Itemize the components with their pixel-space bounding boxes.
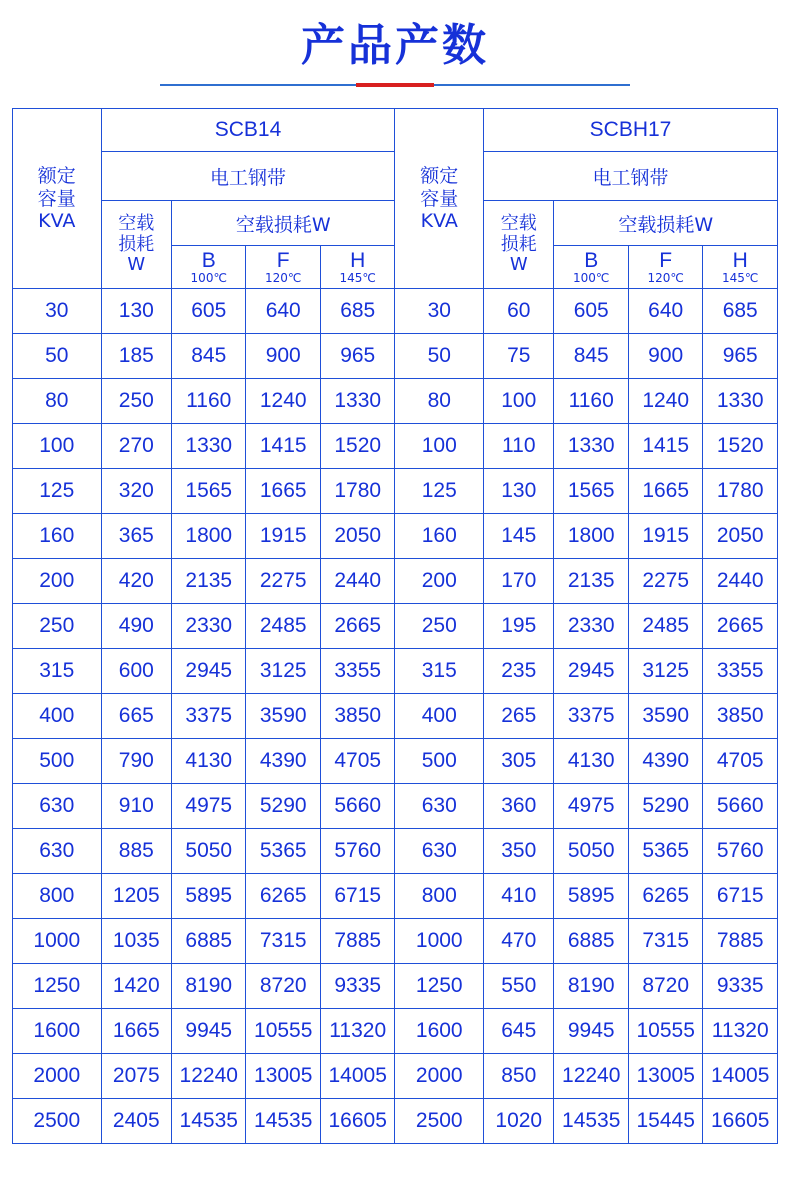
table-cell: 2275 xyxy=(246,559,320,604)
table-cell: 2440 xyxy=(320,559,395,604)
table-row xyxy=(13,1009,778,1054)
table-cell: 4705 xyxy=(320,739,395,784)
table-cell: 490 xyxy=(101,604,171,649)
table-cell: 900 xyxy=(246,334,320,379)
table-cell: 80 xyxy=(395,379,484,424)
table-cell: 315 xyxy=(13,649,102,694)
table-cell: 1000 xyxy=(395,919,484,964)
table-cell: 550 xyxy=(484,964,554,1009)
table-cell: 630 xyxy=(13,829,102,874)
table-cell: 1665 xyxy=(628,469,702,514)
header-noload-r-line3: W xyxy=(509,254,528,276)
table-cell: 400 xyxy=(13,694,102,739)
table-cell: 630 xyxy=(395,784,484,829)
table-cell: 1250 xyxy=(13,964,102,1009)
table-cell: 1330 xyxy=(554,424,628,469)
table-cell: 630 xyxy=(13,784,102,829)
table-cell: 1250 xyxy=(395,964,484,1009)
header-steel-right: 电工钢带 xyxy=(484,152,778,201)
table-cell: 320 xyxy=(101,469,171,514)
header-noload-r-line2: 损耗 xyxy=(500,233,537,255)
table-cell: 2000 xyxy=(13,1054,102,1099)
table-cell: 7885 xyxy=(703,919,778,964)
header-capacity-line3: KVA xyxy=(38,210,76,233)
table-cell: 1160 xyxy=(554,379,628,424)
table-cell: 2275 xyxy=(628,559,702,604)
table-cell: 900 xyxy=(628,334,702,379)
header-model-scbh17: SCBH17 xyxy=(484,109,778,152)
table-cell: 1800 xyxy=(172,514,246,559)
table-cell: 50 xyxy=(395,334,484,379)
table-cell: 5895 xyxy=(554,874,628,919)
header-temp-r-h-letter: H xyxy=(732,249,748,273)
table-cell: 605 xyxy=(172,289,246,334)
table-cell: 3850 xyxy=(320,694,395,739)
table-cell: 2485 xyxy=(628,604,702,649)
table-row xyxy=(13,604,778,649)
header-model-scb14: SCB14 xyxy=(101,109,395,152)
table-cell: 14535 xyxy=(554,1099,628,1144)
table-row xyxy=(13,1054,778,1099)
table-cell: 3375 xyxy=(554,694,628,739)
table-cell: 965 xyxy=(320,334,395,379)
header-temp-r-h xyxy=(703,246,778,289)
page-title: 产品产数 xyxy=(301,20,489,71)
table-cell: 5365 xyxy=(628,829,702,874)
table-cell: 30 xyxy=(395,289,484,334)
table-cell: 420 xyxy=(101,559,171,604)
table-cell: 1520 xyxy=(320,424,395,469)
table-cell: 195 xyxy=(484,604,554,649)
table-cell: 640 xyxy=(246,289,320,334)
table-cell: 6885 xyxy=(554,919,628,964)
title-divider xyxy=(160,84,630,86)
table-row xyxy=(13,334,778,379)
table-row xyxy=(13,919,778,964)
header-noload-right xyxy=(484,201,554,289)
table-cell: 80 xyxy=(13,379,102,424)
table-cell: 1160 xyxy=(172,379,246,424)
header-steel-left: 电工钢带 xyxy=(101,152,395,201)
header-temp-r-b xyxy=(554,246,628,289)
table-cell: 845 xyxy=(554,334,628,379)
table-cell: 2330 xyxy=(172,604,246,649)
table-cell: 2135 xyxy=(554,559,628,604)
header-noload-l-line1: 空载 xyxy=(118,212,155,234)
table-row xyxy=(13,739,778,784)
header-temp-r-h-deg: 145℃ xyxy=(722,271,759,286)
table-cell: 14005 xyxy=(320,1054,395,1099)
table-cell: 2000 xyxy=(395,1054,484,1099)
table-cell: 250 xyxy=(13,604,102,649)
table-row xyxy=(13,514,778,559)
header-loss-left: 空载损耗W xyxy=(172,201,395,246)
header-capacity-line1: 额定 xyxy=(37,165,76,188)
table-cell: 360 xyxy=(484,784,554,829)
table-cell: 3590 xyxy=(246,694,320,739)
table-row xyxy=(13,289,778,334)
table-cell: 2665 xyxy=(703,604,778,649)
table-cell: 5050 xyxy=(172,829,246,874)
table-cell: 665 xyxy=(101,694,171,739)
header-temp-l-f-deg: 120℃ xyxy=(265,271,302,286)
table-cell: 2440 xyxy=(703,559,778,604)
header-temp-r-f-deg: 120℃ xyxy=(647,271,684,286)
table-cell: 645 xyxy=(484,1009,554,1054)
header-temp-r-b-deg: 100℃ xyxy=(573,271,610,286)
table-cell: 4130 xyxy=(554,739,628,784)
table-cell: 500 xyxy=(395,739,484,784)
table-cell: 125 xyxy=(395,469,484,514)
table-body xyxy=(13,289,778,1144)
table-cell: 16605 xyxy=(320,1099,395,1144)
table-cell: 5290 xyxy=(246,784,320,829)
table-cell: 3355 xyxy=(703,649,778,694)
table-cell: 3850 xyxy=(703,694,778,739)
table-cell: 685 xyxy=(320,289,395,334)
table-cell: 1240 xyxy=(628,379,702,424)
table-cell: 305 xyxy=(484,739,554,784)
table-cell: 1800 xyxy=(554,514,628,559)
table-cell: 1565 xyxy=(554,469,628,514)
table-cell: 100 xyxy=(484,379,554,424)
table-cell: 170 xyxy=(484,559,554,604)
table-cell: 1915 xyxy=(628,514,702,559)
table-cell: 3590 xyxy=(628,694,702,739)
table-cell: 350 xyxy=(484,829,554,874)
header-temp-l-h-letter: H xyxy=(350,249,366,273)
table-cell: 9945 xyxy=(554,1009,628,1054)
title-block xyxy=(0,0,790,86)
table-cell: 145 xyxy=(484,514,554,559)
table-cell: 790 xyxy=(101,739,171,784)
table-cell: 265 xyxy=(484,694,554,739)
table-cell: 910 xyxy=(101,784,171,829)
table-row xyxy=(13,649,778,694)
table-cell: 4705 xyxy=(703,739,778,784)
header-capacity-left xyxy=(13,109,102,289)
table-cell: 470 xyxy=(484,919,554,964)
table-cell: 7885 xyxy=(320,919,395,964)
table-cell: 2945 xyxy=(554,649,628,694)
table-cell: 14005 xyxy=(703,1054,778,1099)
table-cell: 8720 xyxy=(628,964,702,1009)
table-cell: 6265 xyxy=(628,874,702,919)
table-cell: 315 xyxy=(395,649,484,694)
table-cell: 9335 xyxy=(703,964,778,1009)
table-cell: 1915 xyxy=(246,514,320,559)
table-cell: 4130 xyxy=(172,739,246,784)
table-row xyxy=(13,784,778,829)
table-cell: 200 xyxy=(395,559,484,604)
table-cell: 2405 xyxy=(101,1099,171,1144)
table-cell: 600 xyxy=(101,649,171,694)
table-cell: 6265 xyxy=(246,874,320,919)
table-cell: 3375 xyxy=(172,694,246,739)
table-cell: 1600 xyxy=(13,1009,102,1054)
header-noload-r-line1: 空载 xyxy=(500,212,537,234)
table-cell: 13005 xyxy=(246,1054,320,1099)
table-cell: 200 xyxy=(13,559,102,604)
table-cell: 3125 xyxy=(246,649,320,694)
header-temp-l-b-letter: B xyxy=(201,249,216,273)
table-cell: 1415 xyxy=(628,424,702,469)
table-cell: 5660 xyxy=(320,784,395,829)
title-divider-accent xyxy=(356,83,434,87)
table-cell: 8190 xyxy=(554,964,628,1009)
table-cell: 130 xyxy=(484,469,554,514)
table-cell: 12240 xyxy=(554,1054,628,1099)
table-cell: 6715 xyxy=(703,874,778,919)
header-temp-l-b xyxy=(172,246,246,289)
table-cell: 5895 xyxy=(172,874,246,919)
table-cell: 685 xyxy=(703,289,778,334)
table-cell: 1240 xyxy=(246,379,320,424)
table-row xyxy=(13,559,778,604)
table-cell: 1420 xyxy=(101,964,171,1009)
table-cell: 1780 xyxy=(320,469,395,514)
header-capacity-line2: 容量 xyxy=(37,187,76,210)
table-cell: 7315 xyxy=(628,919,702,964)
header-temp-l-b-deg: 100℃ xyxy=(190,271,227,286)
table-cell: 100 xyxy=(395,424,484,469)
table-row xyxy=(13,964,778,1009)
table-header xyxy=(13,109,778,289)
table-cell: 800 xyxy=(395,874,484,919)
table-cell: 365 xyxy=(101,514,171,559)
table-cell: 100 xyxy=(13,424,102,469)
table-cell: 2945 xyxy=(172,649,246,694)
table-cell: 1205 xyxy=(101,874,171,919)
table-cell: 60 xyxy=(484,289,554,334)
table-cell: 12240 xyxy=(172,1054,246,1099)
table-cell: 185 xyxy=(101,334,171,379)
table-cell: 235 xyxy=(484,649,554,694)
header-temp-l-f xyxy=(246,246,320,289)
table-cell: 15445 xyxy=(628,1099,702,1144)
header-capacity-r-line1: 额定 xyxy=(420,165,459,188)
table-cell: 4975 xyxy=(554,784,628,829)
table-cell: 250 xyxy=(101,379,171,424)
table-cell: 2075 xyxy=(101,1054,171,1099)
table-cell: 1020 xyxy=(484,1099,554,1144)
table-cell: 1035 xyxy=(101,919,171,964)
table-cell: 250 xyxy=(395,604,484,649)
table-cell: 5050 xyxy=(554,829,628,874)
specs-table xyxy=(12,108,778,1144)
table-row xyxy=(13,829,778,874)
header-temp-r-f-letter: F xyxy=(659,249,673,273)
table-cell: 11320 xyxy=(320,1009,395,1054)
table-cell: 5365 xyxy=(246,829,320,874)
table-cell: 5760 xyxy=(320,829,395,874)
header-temp-l-h-deg: 145℃ xyxy=(339,271,376,286)
header-temp-r-b-letter: B xyxy=(584,249,599,273)
table-cell: 2050 xyxy=(703,514,778,559)
table-cell: 1665 xyxy=(101,1009,171,1054)
table-cell: 5290 xyxy=(628,784,702,829)
table-cell: 2330 xyxy=(554,604,628,649)
header-noload-left xyxy=(101,201,171,289)
table-cell: 2665 xyxy=(320,604,395,649)
table-cell: 3125 xyxy=(628,649,702,694)
table-cell: 1330 xyxy=(172,424,246,469)
table-cell: 640 xyxy=(628,289,702,334)
table-cell: 885 xyxy=(101,829,171,874)
table-row xyxy=(13,424,778,469)
table-row xyxy=(13,379,778,424)
table-cell: 1780 xyxy=(703,469,778,514)
table-cell: 160 xyxy=(395,514,484,559)
table-cell: 6715 xyxy=(320,874,395,919)
table-cell: 130 xyxy=(101,289,171,334)
table-cell: 2050 xyxy=(320,514,395,559)
table-cell: 2500 xyxy=(13,1099,102,1144)
header-capacity-r-line3: KVA xyxy=(420,210,458,233)
table-cell: 160 xyxy=(13,514,102,559)
table-cell: 1565 xyxy=(172,469,246,514)
header-noload-l-line2: 损耗 xyxy=(118,233,155,255)
table-row xyxy=(13,874,778,919)
table-cell: 2500 xyxy=(395,1099,484,1144)
table-cell: 1520 xyxy=(703,424,778,469)
table-row xyxy=(13,694,778,739)
table-cell: 400 xyxy=(395,694,484,739)
table-cell: 5660 xyxy=(703,784,778,829)
table-cell: 8720 xyxy=(246,964,320,1009)
table-cell: 11320 xyxy=(703,1009,778,1054)
table-cell: 110 xyxy=(484,424,554,469)
table-cell: 500 xyxy=(13,739,102,784)
table-cell: 3355 xyxy=(320,649,395,694)
header-capacity-r-line2: 容量 xyxy=(420,187,459,210)
header-temp-l-h xyxy=(320,246,395,289)
table-cell: 6885 xyxy=(172,919,246,964)
table-row xyxy=(13,469,778,514)
table-cell: 1330 xyxy=(703,379,778,424)
table-cell: 1000 xyxy=(13,919,102,964)
table-cell: 14535 xyxy=(246,1099,320,1144)
header-temp-r-f xyxy=(628,246,702,289)
table-cell: 125 xyxy=(13,469,102,514)
table-cell: 800 xyxy=(13,874,102,919)
table-cell: 75 xyxy=(484,334,554,379)
table-cell: 10555 xyxy=(628,1009,702,1054)
table-cell: 8190 xyxy=(172,964,246,1009)
table-cell: 7315 xyxy=(246,919,320,964)
table-cell: 4390 xyxy=(628,739,702,784)
header-capacity-right xyxy=(395,109,484,289)
table-row xyxy=(13,1099,778,1144)
table-cell: 13005 xyxy=(628,1054,702,1099)
table-cell: 50 xyxy=(13,334,102,379)
table-cell: 1600 xyxy=(395,1009,484,1054)
table-cell: 1665 xyxy=(246,469,320,514)
table-cell: 1330 xyxy=(320,379,395,424)
table-cell: 270 xyxy=(101,424,171,469)
table-cell: 2485 xyxy=(246,604,320,649)
header-loss-right: 空载损耗W xyxy=(554,201,778,246)
table-cell: 9945 xyxy=(172,1009,246,1054)
table-cell: 845 xyxy=(172,334,246,379)
table-cell: 16605 xyxy=(703,1099,778,1144)
table-cell: 4390 xyxy=(246,739,320,784)
table-cell: 14535 xyxy=(172,1099,246,1144)
header-temp-l-f-letter: F xyxy=(276,249,290,273)
table-cell: 605 xyxy=(554,289,628,334)
table-cell: 5760 xyxy=(703,829,778,874)
table-cell: 1415 xyxy=(246,424,320,469)
table-cell: 965 xyxy=(703,334,778,379)
table-cell: 30 xyxy=(13,289,102,334)
table-cell: 630 xyxy=(395,829,484,874)
header-noload-l-line3: W xyxy=(127,254,146,276)
table-cell: 850 xyxy=(484,1054,554,1099)
table-cell: 2135 xyxy=(172,559,246,604)
table-cell: 410 xyxy=(484,874,554,919)
table-cell: 4975 xyxy=(172,784,246,829)
table-cell: 10555 xyxy=(246,1009,320,1054)
table-cell: 9335 xyxy=(320,964,395,1009)
